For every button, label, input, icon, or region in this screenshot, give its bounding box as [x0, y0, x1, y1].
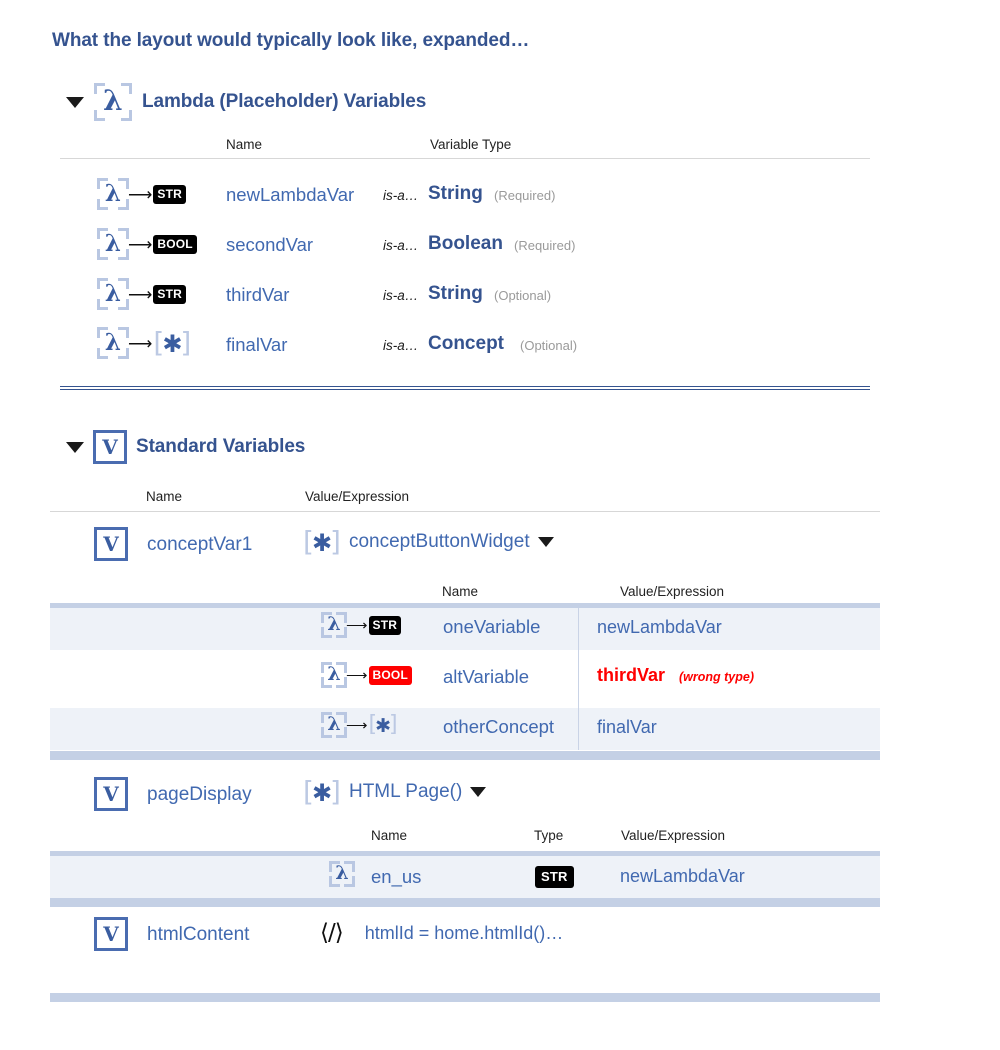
concept-icon: [ ✱ ]: [303, 775, 341, 808]
variable-value[interactable]: finalVar: [597, 717, 657, 737]
type-badge-cell: [535, 866, 574, 888]
is-a-label: is-a…: [383, 238, 419, 253]
subcolumn-header-type: Type: [534, 828, 564, 843]
variable-type[interactable]: Concept: [428, 333, 504, 354]
variable-name[interactable]: en_us: [371, 866, 422, 887]
is-a-label: is-a…: [383, 338, 419, 353]
variable-name[interactable]: secondVar: [226, 234, 314, 255]
chevron-down-icon[interactable]: [66, 97, 84, 108]
table-row[interactable]: [328, 860, 356, 888]
type-badge: BOOL: [153, 235, 196, 254]
subtable-bottom-bar: [50, 751, 880, 760]
subcolumn-header-name: Name: [371, 828, 408, 843]
lambda-icon: λ: [93, 82, 133, 122]
arrow-right-icon: ⟶: [346, 616, 368, 634]
type-badge: STR: [153, 285, 186, 304]
section-label: Lambda (Placeholder) Variables: [142, 91, 427, 112]
lambda-icon: λ: [96, 227, 130, 261]
column-divider: [578, 608, 579, 750]
variable-name[interactable]: htmlContent: [147, 924, 250, 945]
section-header-lambda-variables[interactable]: [66, 82, 426, 122]
section-header-standard-variables[interactable]: [66, 430, 305, 464]
concept-icon: [ ✱ ]: [368, 712, 398, 737]
variable-name[interactable]: oneVariable: [443, 616, 541, 637]
variable-icon: V: [93, 430, 127, 464]
variable-name[interactable]: finalVar: [226, 334, 288, 355]
lambda-icon: λ: [320, 711, 348, 739]
header-divider: [60, 158, 870, 159]
is-a-label: is-a…: [383, 288, 419, 303]
variable-value[interactable]: conceptButtonWidget: [348, 531, 530, 552]
variable-icon: V: [94, 527, 128, 561]
arrow-right-icon: ⟶: [346, 666, 368, 684]
type-badge-error: BOOL: [369, 666, 412, 685]
table-row[interactable]: [96, 326, 191, 360]
variable-value[interactable]: newLambdaVar: [620, 866, 745, 886]
variable-value[interactable]: HTML Page(): [348, 781, 463, 802]
type-modifier: (Required): [514, 238, 576, 253]
variable-name[interactable]: conceptVar1: [147, 534, 253, 555]
arrow-right-icon: ⟶: [128, 184, 153, 204]
type-badge: STR: [369, 616, 402, 635]
concept-icon: [ ✱ ]: [153, 326, 192, 359]
section-label: Standard Variables: [136, 436, 306, 457]
variable-expression[interactable]: htmlId = home.htmlId()…: [364, 922, 564, 943]
column-header-variable-type: Variable Type: [430, 137, 512, 152]
is-a-label: is-a…: [383, 188, 419, 203]
type-badge: STR: [153, 185, 186, 204]
variable-type[interactable]: String: [428, 283, 483, 304]
table-row[interactable]: [96, 177, 186, 211]
subcolumn-header-value-expression: Value/Expression: [620, 584, 725, 599]
variable-entry-pagedisplay[interactable]: [94, 777, 128, 811]
variable-value-htmlcontent[interactable]: [320, 920, 563, 946]
variable-icon: V: [94, 777, 128, 811]
lambda-icon: λ: [328, 860, 356, 888]
column-header-name: Name: [146, 489, 183, 504]
table-row[interactable]: [96, 277, 186, 311]
variable-value-conceptvar1[interactable]: [303, 525, 554, 558]
variable-value[interactable]: newLambdaVar: [597, 617, 722, 637]
column-header-value-expression: Value/Expression: [305, 489, 410, 504]
lambda-icon: λ: [320, 611, 348, 639]
variable-entry-htmlcontent[interactable]: [94, 917, 128, 951]
variable-type[interactable]: Boolean: [428, 233, 503, 254]
code-icon: ⟨/⟩: [320, 920, 343, 946]
chevron-down-icon[interactable]: [538, 537, 554, 547]
arrow-right-icon: ⟶: [346, 716, 368, 734]
arrow-right-icon: ⟶: [128, 333, 153, 353]
header-divider: [50, 511, 880, 512]
chevron-down-icon[interactable]: [470, 787, 486, 797]
arrow-right-icon: ⟶: [128, 234, 153, 254]
column-header-name: Name: [226, 137, 263, 152]
subcolumn-header-name: Name: [442, 584, 479, 599]
variable-name[interactable]: otherConcept: [443, 716, 555, 737]
type-modifier: (Optional): [494, 288, 552, 303]
arrow-right-icon: ⟶: [128, 284, 153, 304]
variable-value-pagedisplay[interactable]: [303, 775, 486, 808]
variable-name[interactable]: newLambdaVar: [226, 184, 355, 205]
lambda-icon: λ: [96, 177, 130, 211]
type-modifier: (Required): [494, 188, 556, 203]
variable-value-error[interactable]: thirdVar: [597, 665, 666, 685]
table-row[interactable]: [320, 611, 401, 639]
subcolumn-header-value-expression: Value/Expression: [621, 828, 726, 843]
chevron-down-icon[interactable]: [66, 442, 84, 453]
variable-icon: V: [94, 917, 128, 951]
error-note: (wrong type): [679, 670, 754, 684]
concept-icon: [ ✱ ]: [303, 525, 341, 558]
type-modifier: (Optional): [520, 338, 578, 353]
variable-type[interactable]: String: [428, 183, 483, 204]
variable-name[interactable]: thirdVar: [226, 284, 290, 305]
variable-entry-conceptvar1[interactable]: [94, 527, 128, 561]
lambda-icon: λ: [96, 326, 130, 360]
table-row[interactable]: [320, 661, 412, 689]
lambda-icon: λ: [320, 661, 348, 689]
section-bottom-bar: [50, 993, 880, 1002]
variable-name[interactable]: pageDisplay: [147, 784, 252, 805]
type-badge: STR: [535, 866, 574, 888]
table-row[interactable]: [96, 227, 197, 261]
section-divider: [60, 386, 870, 390]
lambda-icon: λ: [96, 277, 130, 311]
row-background: [50, 856, 880, 898]
subtable-bottom-bar: [50, 898, 880, 907]
table-row[interactable]: [320, 711, 398, 739]
variable-name[interactable]: altVariable: [443, 666, 530, 687]
page-title: What the layout would typically look like, expanded…: [52, 30, 530, 51]
